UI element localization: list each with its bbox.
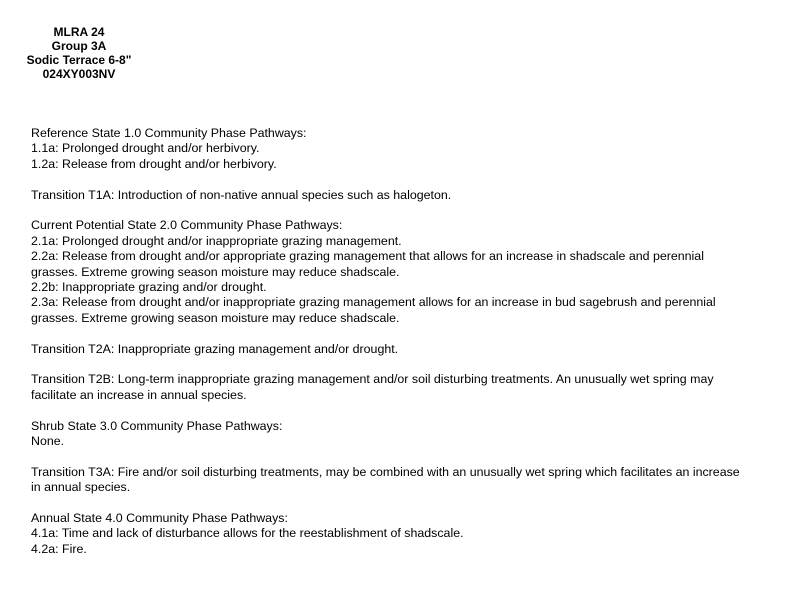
section-title: Reference State 1.0 Community Phase Pathways: [31, 126, 307, 140]
transition-text: Transition T3A: Fire and/or soil disturbing treatments, may be combined with an unusually wet spring which facilitates an increase in annual species. [31, 464, 740, 495]
section-annual-state [31, 511, 751, 557]
header-group: Group 3A [51, 39, 107, 53]
section-shrub-state [31, 419, 751, 450]
header-site-id: 024XY003NV [42, 67, 116, 81]
pathway-1-1a: 1.1a: Prolonged drought and/or herbivory. [31, 141, 260, 156]
section-transition-t2a [31, 342, 751, 357]
section-reference-state [31, 126, 751, 172]
transition-text: Transition T1A: Introduction of non-native annual species such as halogeton. [31, 187, 452, 202]
pathway-4-2a: 4.2a: Fire. [31, 541, 87, 556]
section-transition-t1a [31, 188, 751, 203]
section-transition-t2b [31, 372, 751, 403]
document-body [31, 126, 751, 557]
pathway-4-1a: 4.1a: Time and lack of disturbance allows for the reestablishment of shadscale. [31, 526, 464, 541]
pathway-none: None. [31, 434, 65, 449]
pathway-2-2b: 2.2b: Inappropriate grazing and/or drought. [31, 280, 267, 295]
section-title: Current Potential State 2.0 Community Phase Pathways: [31, 218, 343, 233]
transition-text: Transition T2A: Inappropriate grazing management and/or drought. [31, 341, 399, 356]
pathway-2-3a: 2.3a: Release from drought and/or inappropriate grazing management allows for an increase in bud sagebrush and perennial grasses. Extreme growing season moisture may reduce shadscale. [31, 295, 716, 325]
pathway-2-1a: 2.1a: Prolonged drought and/or inappropriate grazing management. [31, 233, 402, 248]
section-title: Annual State 4.0 Community Phase Pathways: [31, 511, 288, 526]
section-current-potential-state [31, 218, 751, 326]
transition-text: Transition T2B: Long-term inappropriate grazing management and/or soil disturbing treatments. An unusually wet spring may facilitate an increase in annual species. [31, 372, 714, 402]
header-mlra: MLRA 24 [53, 25, 105, 39]
section-title: Shrub State 3.0 Community Phase Pathways: [31, 418, 283, 433]
section-transition-t3a [31, 465, 751, 496]
pathway-1-2a: 1.2a: Release from drought and/or herbivory. [31, 156, 277, 171]
pathway-2-2a: 2.2a: Release from drought and/or appropriate grazing management that allows for an increase in shadscale and perennial grasses. Extreme growing season moisture may reduce shadscale. [31, 249, 704, 279]
document-header [14, 25, 144, 81]
header-site-name: Sodic Terrace 6-8" [26, 53, 132, 67]
